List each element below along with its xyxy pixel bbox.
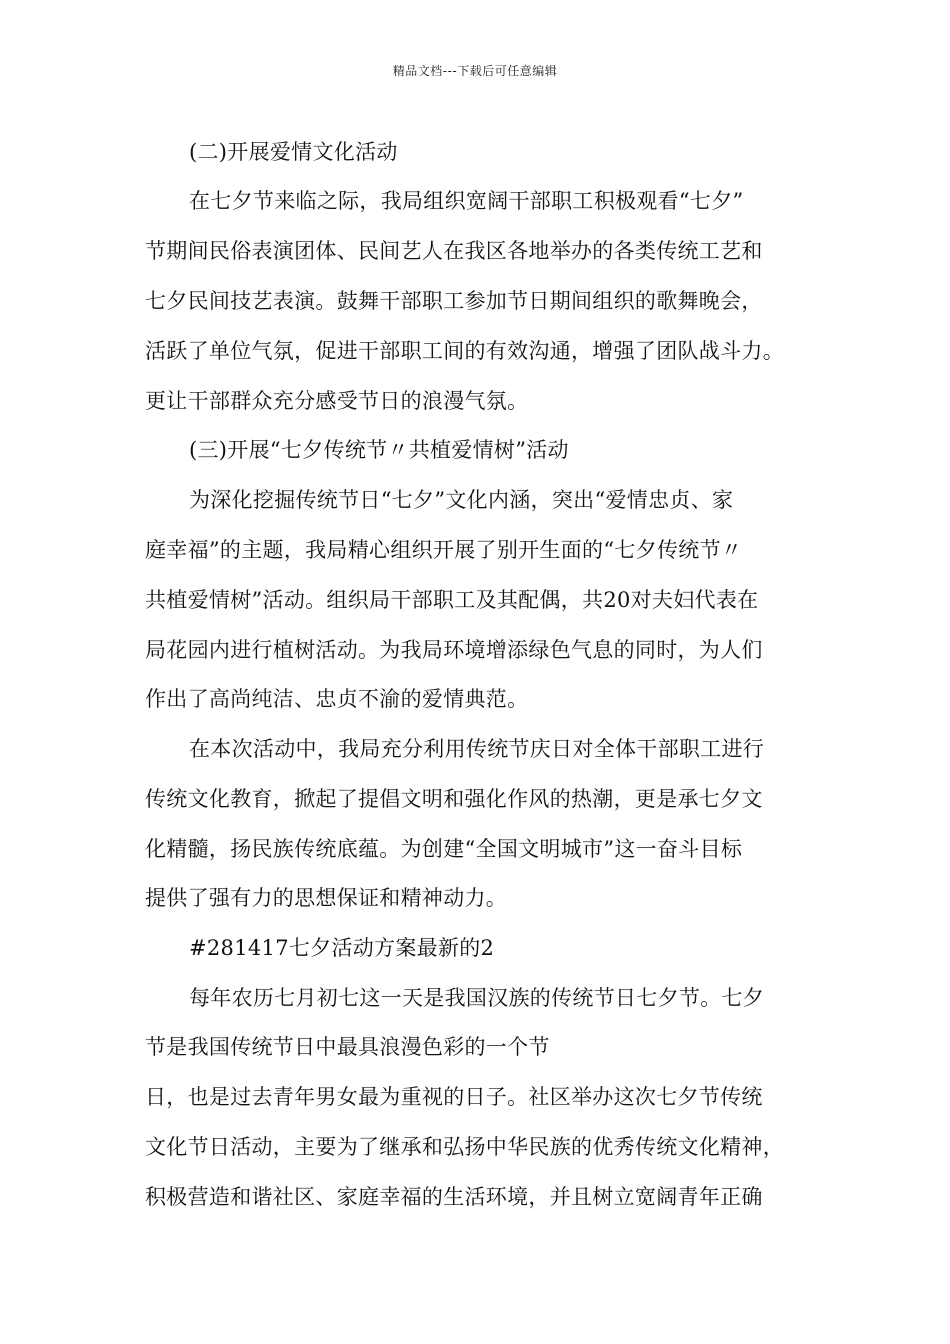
paragraph-line: 提供了强有力的思想保证和精神动力。 [145,886,508,910]
paragraph-line: 共植爱情树”活动。组织局干部职工及其配偶，共20对夫妇代表在 [145,588,759,612]
paragraph-line: 更让干部群众充分感受节日的浪漫气氛。 [145,389,529,413]
paragraph-line: 日，也是过去青年男女最为重视的日子。社区举办这次七夕节传统 [145,1085,763,1109]
paragraph-line: 每年农历七月初七这一天是我国汉族的传统节日七夕节。七夕 [189,986,765,1010]
paragraph-line: 作出了高尚纯洁、忠贞不渝的爱情典范。 [145,687,529,711]
paragraph-line: 活跃了单位气氛，促进干部职工间的有效沟通，增强了团队战斗力。 [145,339,784,363]
paragraph-line: 节是我国传统节日中最具浪漫色彩的一个节 [145,1035,550,1059]
paragraph-line: 文化节日活动，主要为了继承和弘扬中华民族的优秀传统文化精神， [145,1135,784,1159]
paragraph-line: 在本次活动中，我局充分利用传统节庆日对全体干部职工进行 [189,737,765,761]
page-header: 精品文档---下载后可任意编辑 [392,64,558,78]
paragraph-line: 节期间民俗表演团体、民间艺人在我区各地举办的各类传统工艺和 [145,239,763,263]
paragraph-line: 为深化挖掘传统节日“七夕”文化内涵，突出“爱情忠贞、家 [189,488,734,512]
paragraph-line: 传统文化教育，掀起了提倡文明和强化作风的热潮，更是承七夕文 [145,787,763,811]
paragraph-line: 庭幸福”的主题，我局精心组织开展了别开生面的“七夕传统节〃 [145,538,743,562]
paragraph-line: 七夕民间技艺表演。鼓舞干部职工参加节日期间组织的歌舞晚会， [145,289,763,313]
paragraph-line: 积极营造和谐社区、家庭幸福的生活环境，并且树立宽阔青年正确 [145,1185,763,1209]
paragraph-line: 局花园内进行植树活动。为我局环境增添绿色气息的同时，为人们 [145,638,763,662]
paragraph-line: 在七夕节来临之际，我局组织宽阔干部职工积极观看“七夕” [189,189,744,213]
paragraph-line: 化精髓，扬民族传统底蕴。为创建“全国文明城市”这一奋斗目标 [145,837,743,861]
section-heading: #281417七夕活动方案最新的2 [189,936,495,960]
section-heading: (二)开展爱情文化活动 [189,140,398,164]
section-heading: (三)开展“七夕传统节〃共植爱情树”活动 [189,438,569,462]
